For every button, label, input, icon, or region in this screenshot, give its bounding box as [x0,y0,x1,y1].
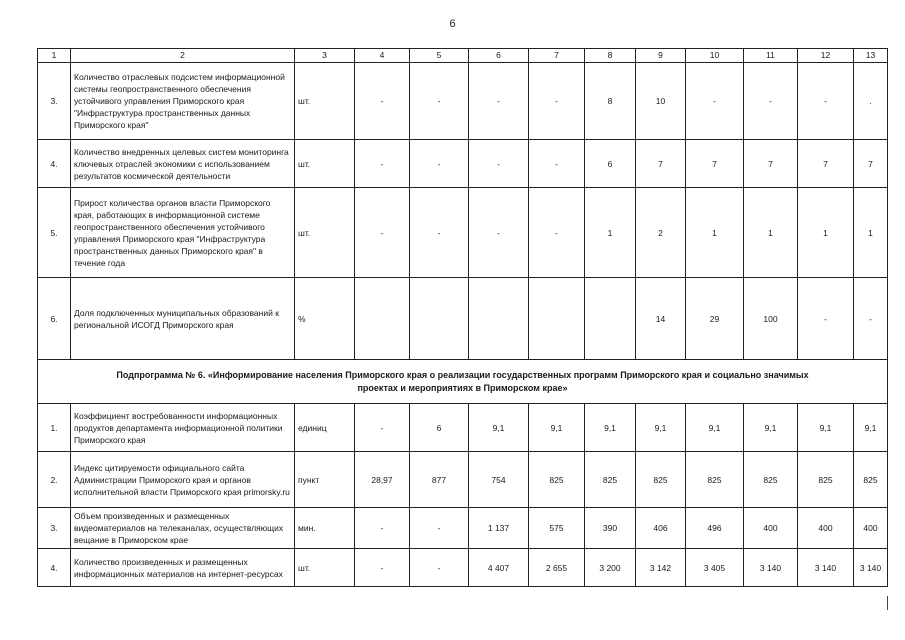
value-cell: 2 655 [529,549,585,587]
value-cell: 3 405 [686,549,744,587]
value-cell: 825 [686,452,744,508]
value-cell: 9,1 [469,404,529,452]
value-cell: 1 [744,188,798,278]
value-cell: 3 140 [798,549,854,587]
value-cell: . [854,63,888,140]
unit-cell: единиц [295,404,355,452]
value-cell: 825 [585,452,636,508]
value-cell: 10 [636,63,686,140]
value-cell: 1 [854,188,888,278]
row-number: 3. [38,508,71,549]
value-cell: 9,1 [585,404,636,452]
value-cell: 754 [469,452,529,508]
value-cell: 825 [798,452,854,508]
value-cell: 1 137 [469,508,529,549]
column-number: 13 [854,49,888,63]
value-cell: 7 [798,140,854,188]
value-cell: 6 [585,140,636,188]
column-number: 4 [355,49,410,63]
value-cell: 1 [686,188,744,278]
value-cell: 400 [744,508,798,549]
value-cell: 825 [744,452,798,508]
table-row [38,452,888,508]
column-number: 7 [529,49,585,63]
row-number: 2. [38,452,71,508]
unit-cell: шт. [295,63,355,140]
value-cell: 3 142 [636,549,686,587]
unit-cell: шт. [295,549,355,587]
value-cell: - [529,63,585,140]
value-cell: - [410,140,469,188]
value-cell [529,278,585,360]
value-cell: 9,1 [636,404,686,452]
value-cell: 400 [854,508,888,549]
value-cell: 877 [410,452,469,508]
value-cell: 28,97 [355,452,410,508]
value-cell: 29 [686,278,744,360]
value-cell: 575 [529,508,585,549]
row-number: 5. [38,188,71,278]
column-number: 8 [585,49,636,63]
value-cell: 4 407 [469,549,529,587]
value-cell: 400 [798,508,854,549]
indicator-name: Количество внедренных целевых систем мониторинга ключевых отраслей экономики с использованием результатов космической деятельности [71,140,295,188]
column-number: 3 [295,49,355,63]
value-cell: 1 [798,188,854,278]
indicator-name: Объем произведенных и размещенных видеоматериалов на телеканалах, осуществляющих вещание в Приморском крае [71,508,295,549]
row-number: 4. [38,140,71,188]
column-number: 2 [71,49,295,63]
value-cell: 8 [585,63,636,140]
value-cell: 6 [410,404,469,452]
column-number: 1 [38,49,71,63]
value-cell: 406 [636,508,686,549]
value-cell: 9,1 [686,404,744,452]
value-cell: - [410,63,469,140]
value-cell: - [686,63,744,140]
unit-cell: % [295,278,355,360]
table-row [38,404,888,452]
value-cell: - [355,140,410,188]
value-cell: 825 [636,452,686,508]
table-row [38,508,888,549]
value-cell [355,278,410,360]
unit-cell: шт. [295,140,355,188]
subprogram-row [38,360,888,404]
indicator-name: Доля подключенных муниципальных образований к региональной ИСОГД Приморского края [71,278,295,360]
value-cell: - [469,188,529,278]
column-number: 5 [410,49,469,63]
value-cell: 9,1 [744,404,798,452]
value-cell [410,278,469,360]
table-row [38,63,888,140]
indicator-name: Индекс цитируемости официального сайта Администрации Приморского края и органов исполнительной власти Приморского края primorsky.ru [71,452,295,508]
table-row [38,278,888,360]
unit-cell: шт. [295,188,355,278]
value-cell: 3 200 [585,549,636,587]
row-number: 3. [38,63,71,140]
row-number: 1. [38,404,71,452]
value-cell: - [355,549,410,587]
value-cell: 1 [585,188,636,278]
value-cell: 9,1 [798,404,854,452]
indicator-name: Прирост количества органов власти Приморского края, работающих в информационной системе геопространственного обеспечения устойчивого управления Приморского края "Инфраструктура пространственных данных Приморского края" в течение года [71,188,295,278]
value-cell: 825 [529,452,585,508]
value-cell: 7 [636,140,686,188]
column-number: 11 [744,49,798,63]
column-number: 12 [798,49,854,63]
value-cell [585,278,636,360]
value-cell [469,278,529,360]
unit-cell: мин. [295,508,355,549]
table-row [38,549,888,587]
value-cell: - [410,549,469,587]
value-cell: - [529,140,585,188]
row-number: 4. [38,549,71,587]
column-number-row [38,49,888,63]
value-cell: 7 [744,140,798,188]
table-row [38,140,888,188]
value-cell: - [410,508,469,549]
value-cell: 9,1 [854,404,888,452]
value-cell: 390 [585,508,636,549]
column-number: 6 [469,49,529,63]
value-cell: 7 [686,140,744,188]
indicator-name: Количество отраслевых подсистем информационной системы геопространственного обеспечения устойчивого управления Приморского края "Инфраструктура пространственных данных Приморского края" [71,63,295,140]
value-cell: 3 140 [744,549,798,587]
value-cell: - [469,63,529,140]
value-cell: 825 [854,452,888,508]
value-cell: 3 140 [854,549,888,587]
column-number: 9 [636,49,686,63]
value-cell: - [798,63,854,140]
table-row [38,188,888,278]
value-cell: 14 [636,278,686,360]
indicators-table [37,48,888,587]
value-cell: - [529,188,585,278]
value-cell: 496 [686,508,744,549]
page-number: 6 [449,18,456,30]
value-cell: - [355,508,410,549]
indicator-name: Коэффициент востребованности информационных продуктов департамента информационной политики Приморского края [71,404,295,452]
value-cell: 100 [744,278,798,360]
subprogram-title: Подпрограмма № 6. «Информирование населения Приморского края о реализации государственных программ Приморского края и социально значимых проектах и мероприятиях в Приморском крае» [38,360,888,404]
value-cell: - [854,278,888,360]
value-cell: - [355,188,410,278]
value-cell: 9,1 [529,404,585,452]
value-cell: - [355,404,410,452]
value-cell: 7 [854,140,888,188]
column-number: 10 [686,49,744,63]
value-cell: - [744,63,798,140]
margin-mark [887,596,888,610]
row-number: 6. [38,278,71,360]
indicator-name: Количество произведенных и размещенных информационных материалов на интернет-ресурсах [71,549,295,587]
value-cell: - [355,63,410,140]
value-cell: 2 [636,188,686,278]
value-cell: - [469,140,529,188]
unit-cell: пункт [295,452,355,508]
value-cell: - [410,188,469,278]
value-cell: - [798,278,854,360]
